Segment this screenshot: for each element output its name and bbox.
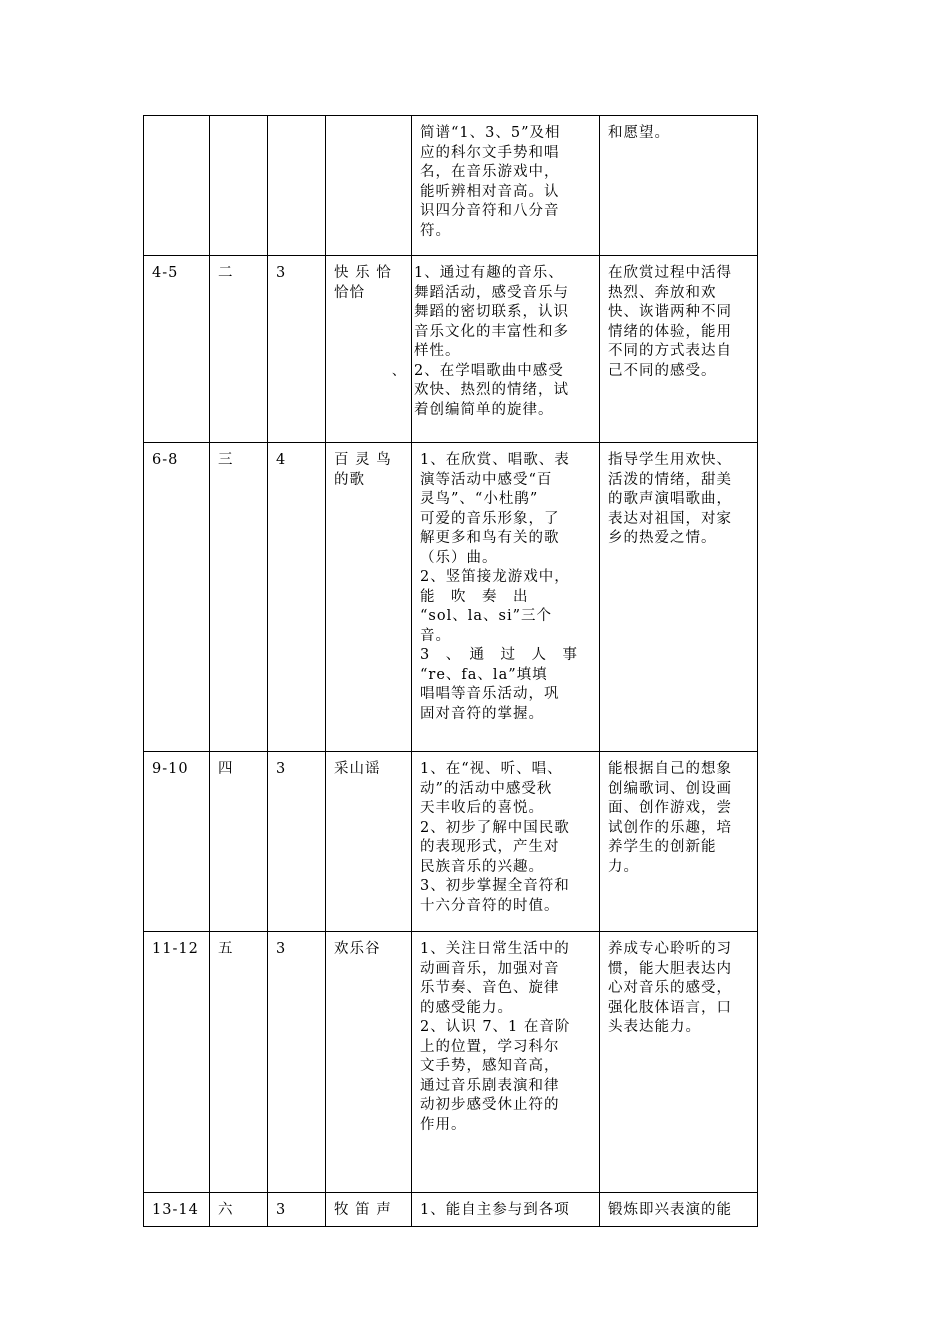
unit-title-cell: 牧 笛 声	[326, 1193, 412, 1227]
teaching-goals-cell: 1、在欣赏、唱歌、表 演等活动中感受“百 灵鸟”、“小杜鹃” 可爱的音乐形象，了 解更多和鸟有关的歌 （乐）曲。 2、竖笛接龙游戏中， 能 吹 奏 出 “sol、la、si”三个 音。 3 、 通 过 人 事 “re、fa、la”填填 唱唱等音乐活动，巩 固对音符的掌握。	[412, 443, 600, 752]
goals-wrap	[392, 264, 591, 420]
table-row	[144, 116, 758, 256]
unit-title-cell: 采山谣	[326, 752, 412, 932]
unit-number-cell: 三	[210, 443, 268, 752]
weeks-cell: 13-14	[144, 1193, 210, 1227]
teaching-goals-cell: 1、能自主参与到各项	[412, 1193, 600, 1227]
table-row	[144, 443, 758, 752]
emotion-goals-cell: 锻炼即兴表演的能	[600, 1193, 758, 1227]
unit-number-cell: 二	[210, 256, 268, 443]
teaching-goals-cell: 1、关注日常生活中的 动画音乐，加强对音 乐节奏、音色、旋律 的感受能力。 2、认识 7、1 在音阶 上的位置，学习科尔 文手势，感知音高， 通过音乐剧表演和律 动初步感受休止符的 作用。	[412, 932, 600, 1193]
unit-title-cell: 欢乐谷	[326, 932, 412, 1193]
weeks-cell: 6-8	[144, 443, 210, 752]
teaching-plan-table	[143, 115, 758, 1227]
weeks-cell: 9-10	[144, 752, 210, 932]
unit-title-cell: 快 乐 恰 恰恰	[326, 256, 412, 443]
hours-cell	[268, 116, 326, 256]
emotion-goals-cell: 和愿望。	[600, 116, 758, 256]
teaching-goals-cell: 1、在“视、听、唱、 动”的活动中感受秋 天丰收后的喜悦。 2、初步了解中国民歌 的表现形式，产生对 民族音乐的兴趣。 3、初步掌握全音符和 十六分音符的时值。	[412, 752, 600, 932]
unit-number-cell: 六	[210, 1193, 268, 1227]
table-row	[144, 256, 758, 443]
hours-cell: 3	[268, 752, 326, 932]
unit-number-cell: 五	[210, 932, 268, 1193]
weeks-cell	[144, 116, 210, 256]
hours-cell: 3	[268, 932, 326, 1193]
teaching-goals-cell: 简谱“1、3、5”及相 应的科尔文手势和唱 名，在音乐游戏中， 能听辨相对音高。认 识四分音符和八分音 符。	[412, 116, 600, 256]
weeks-cell: 11-12	[144, 932, 210, 1193]
table-row	[144, 1193, 758, 1227]
weeks-cell: 4-5	[144, 256, 210, 443]
unit-number-cell	[210, 116, 268, 256]
teaching-goals-cell	[392, 256, 600, 443]
unit-number-cell: 四	[210, 752, 268, 932]
stray-mark: 、	[392, 364, 407, 379]
table-row	[144, 932, 758, 1193]
unit-title-cell: 百 灵 鸟 的歌	[326, 443, 412, 752]
hours-cell: 3	[268, 256, 326, 443]
hours-cell: 4	[268, 443, 326, 752]
hours-cell: 3	[268, 1193, 326, 1227]
emotion-goals-cell: 在欣赏过程中活得 热烈、奔放和欢 快、诙谐两种不同 情绪的体验，能用 不同的方式表达自 己不同的感受。	[600, 256, 758, 443]
emotion-goals-cell: 指导学生用欢快、 活泼的情绪，甜美 的歌声演唱歌曲， 表达对祖国，对家 乡的热爱之情。	[600, 443, 758, 752]
emotion-goals-cell: 养成专心聆听的习 惯，能大胆表达内 心对音乐的感受， 强化肢体语言，口 头表达能力。	[600, 932, 758, 1193]
emotion-goals-cell: 能根据自己的想象 创编歌词、创设画 面、创作游戏，尝 试创作的乐趣，培 养学生的创新能 力。	[600, 752, 758, 932]
table-row	[144, 752, 758, 932]
unit-title-cell	[326, 116, 412, 256]
goals-text: 1、通过有趣的音乐、 舞蹈活动，感受音乐与 舞蹈的密切联系，认识 音乐文化的丰富性和多 样性。 2、在学唱歌曲中感受 欢快、热烈的情绪，试 着创编简单的旋律。	[414, 265, 569, 418]
